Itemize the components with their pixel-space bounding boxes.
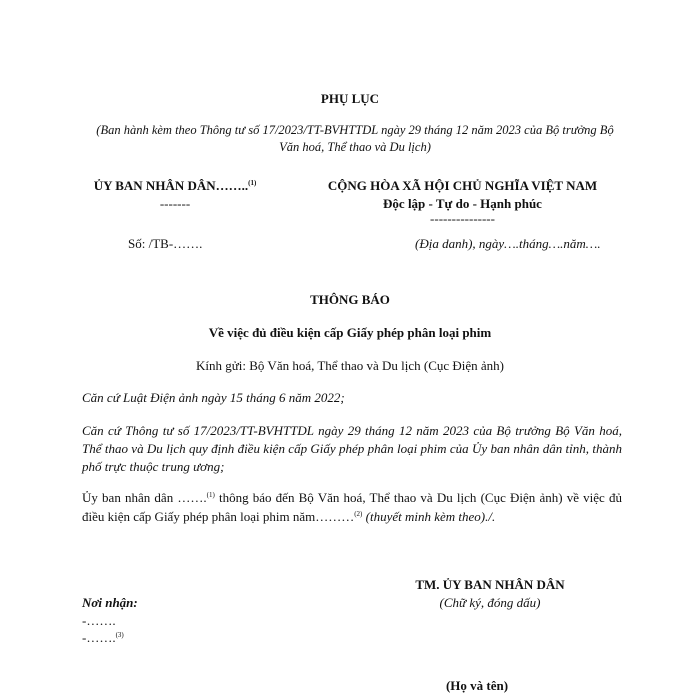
appendix-subtitle: (Ban hành kèm theo Thông tư số 17/2023/TT-BVHTTDL ngày 29 tháng 12 năm 2023 của Bộ trưởng Bộ Văn hoá, Thể thao và Du lịch) bbox=[96, 123, 614, 154]
appendix-title: PHỤ LỤC bbox=[320, 91, 380, 106]
national-title: CỘNG HÒA XÃ HỘI CHỦ NGHĨA VIỆT NAM bbox=[327, 178, 598, 193]
legal-basis-1: Căn cứ Luật Điện ảnh ngày 15 tháng 6 năm 2022; bbox=[82, 390, 345, 405]
recipients-label: Nơi nhận: bbox=[82, 595, 138, 610]
signature-instruction: (Chữ ký, đóng dấu) bbox=[439, 595, 541, 610]
place-and-date: (Địa danh), ngày….tháng….năm…. bbox=[415, 236, 601, 251]
signer-name: (Họ và tên) bbox=[445, 678, 509, 693]
document-number: Số: /TB-……. bbox=[128, 236, 203, 251]
recipient-item-1: -……. bbox=[82, 613, 116, 628]
national-motto: Độc lập - Tự do - Hạnh phúc bbox=[383, 196, 542, 211]
body-text-2: thông báo đến Bộ Văn hoá, Thể thao và Du lịch (Cục Điện ảnh) về việc đủ điều kiện cấp Giấy phép phân loại phim năm……… bbox=[82, 490, 622, 524]
body-text-3: (thuyết minh kèm theo)./. bbox=[362, 509, 496, 524]
recipient-item-2 bbox=[82, 630, 124, 646]
body-text-1: Ủy ban nhân dân ……. bbox=[82, 490, 207, 505]
legal-basis-2: Căn cứ Thông tư số 17/2023/TT-BVHTTDL ngày 29 tháng 12 năm 2023 của Bộ trưởng Bộ Văn hoá, Thể thao và Du lịch quy định điều kiện cấp Giấy phép phân loại phim của Ủy ban nhân dân tỉnh, thành phố trực thuộc trung ương; bbox=[82, 423, 622, 474]
footnote-marker-2: (2) bbox=[354, 510, 363, 518]
addressee: Kính gửi: Bộ Văn hoá, Thể thao và Du lịch (Cục Điện ảnh) bbox=[195, 358, 505, 373]
signature-title: TM. ỦY BAN NHÂN DÂN bbox=[415, 577, 565, 592]
document-type: THÔNG BÁO bbox=[310, 292, 390, 307]
footnote-marker: (1) bbox=[248, 179, 257, 187]
authority-divider: ------- bbox=[159, 196, 191, 211]
document-subject: Về việc đủ điều kiện cấp Giấy phép phân loại phim bbox=[208, 325, 492, 340]
issuing-authority bbox=[70, 178, 280, 194]
motto-divider: --------------- bbox=[430, 211, 495, 226]
footnote-marker-3: (3) bbox=[115, 631, 124, 639]
footnote-marker-1: (1) bbox=[206, 491, 215, 499]
issuing-authority-name: ỦY BAN NHÂN DÂN…….. bbox=[93, 178, 249, 193]
notice-body bbox=[82, 488, 622, 526]
recipient-item-2-text: -……. bbox=[82, 630, 116, 645]
